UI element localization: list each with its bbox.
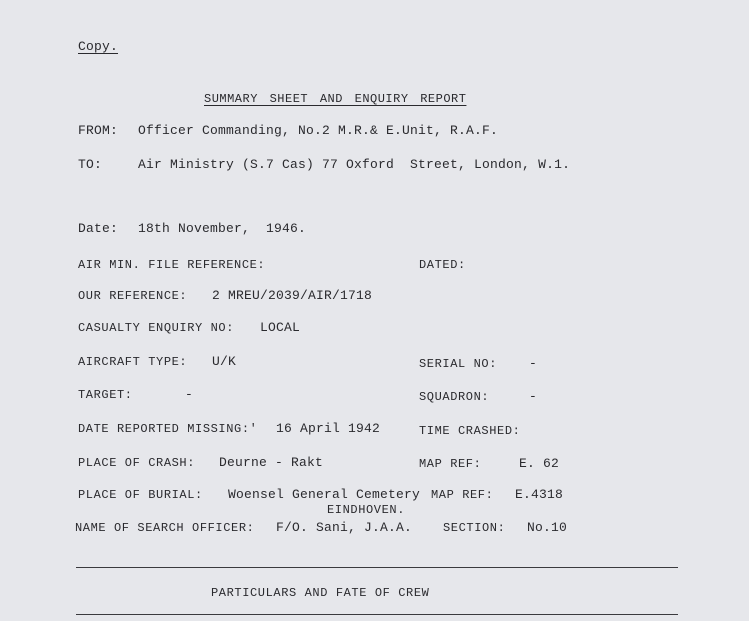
casualty-enquiry-label: CASUALTY ENQUIRY NO: — [78, 321, 235, 335]
from-value: Officer Commanding, No.2 M.R.& E.Unit, R.A.F. — [138, 123, 499, 138]
serial-no-value: - — [529, 356, 538, 371]
crew-heading: PARTICULARS AND FATE OF CREW — [211, 586, 430, 600]
casualty-enquiry-value: LOCAL — [260, 320, 301, 335]
serial-no-label: SERIAL NO: — [419, 357, 498, 371]
copy-label: Copy. — [78, 39, 119, 54]
our-reference-value: 2 MREU/2039/AIR/1718 — [212, 288, 373, 303]
aircraft-type-value: U/K — [212, 354, 237, 369]
place-of-crash-value: Deurne - Rakt — [219, 455, 324, 470]
squadron-label: SQUADRON: — [419, 390, 490, 404]
our-reference-label: OUR REFERENCE: — [78, 289, 188, 303]
to-value: Air Ministry (S.7 Cas) 77 Oxford Street, London, W.1. — [138, 157, 571, 172]
date-missing-label: DATE REPORTED MISSING:' — [78, 422, 258, 436]
to-label: TO: — [78, 157, 103, 172]
target-value: - — [185, 387, 194, 402]
date-label: Date: — [78, 221, 119, 236]
section-label: SECTION: — [443, 521, 506, 535]
section-value: No.10 — [527, 520, 568, 535]
map-ref-crash-value: E. 62 — [519, 456, 560, 471]
squadron-value: - — [529, 389, 538, 404]
place-of-crash-label: PLACE OF CRASH: — [78, 456, 196, 470]
report-title: SUMMARY SHEET AND ENQUIRY REPORT — [204, 92, 467, 106]
map-ref-burial-value: E.4318 — [515, 487, 564, 502]
map-ref-burial-label: MAP REF: — [431, 488, 494, 502]
time-crashed-label: TIME CRASHED: — [419, 424, 521, 438]
search-officer-label: NAME OF SEARCH OFFICER: — [75, 521, 255, 535]
date-value: 18th November, 1946. — [138, 221, 307, 236]
target-label: TARGET: — [78, 388, 133, 402]
divider-top — [76, 567, 678, 568]
air-min-file-label: AIR MIN. FILE REFERENCE: — [78, 258, 266, 272]
divider-bottom — [76, 614, 678, 615]
date-missing-value: 16 April 1942 — [276, 421, 381, 436]
from-label: FROM: — [78, 123, 119, 138]
search-officer-value: F/O. Sani, J.A.A. — [276, 520, 413, 535]
map-ref-crash-label: MAP REF: — [419, 457, 482, 471]
place-of-burial-label: PLACE OF BURIAL: — [78, 488, 203, 502]
aircraft-type-label: AIRCRAFT TYPE: — [78, 355, 188, 369]
dated-label: DATED: — [419, 258, 466, 272]
place-of-burial-value: Woensel General Cemetery — [228, 487, 421, 502]
place-of-burial-city: EINDHOVEN. — [327, 503, 406, 517]
